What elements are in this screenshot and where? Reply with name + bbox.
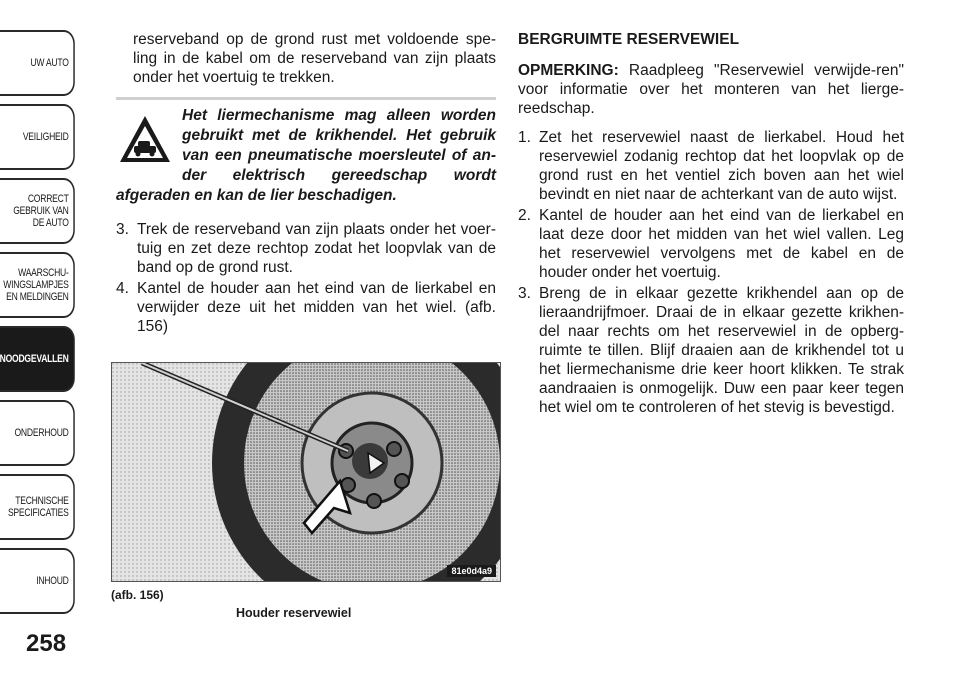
intro-paragraph: reserveband op de grond rust met voldoende spe-ling in de kabel om de reserveband van zijn plaats onder het voertuig te trekken. <box>133 31 496 86</box>
list-item <box>518 206 904 282</box>
step-number: 3. <box>116 221 129 238</box>
tab-label: TECHNISCHE SPECIFICATIES <box>7 495 69 519</box>
figure-code: 81e0d4a9 <box>447 565 496 577</box>
tab-label: UW AUTO <box>30 57 69 69</box>
page-number: 258 <box>26 630 67 657</box>
note-label: OPMERKING: <box>518 62 619 79</box>
right-column <box>518 30 904 419</box>
step-text: Kantel de houder aan het eind van de lierkabel en laat deze door het midden van het wiel vallen. Leg het reservewiel vervolgens met de kabel en de houder onder het voertuig. <box>539 207 904 281</box>
tab-noodgevallen[interactable] <box>0 326 75 392</box>
step-text: Breng de in elkaar gezette krikhendel aan op de lieraandrijfmoer. Draai de in elkaar gezette krikhen-del naar rechts om het reservewiel in de opberg-ruimte te tillen. Blijf draaien aan de krikhendel tot u het liermechanisme drie keer hoort klikken. Te strak aandraaien is onmogelijk. Duw een paar keer tegen het wiel om te controleren of het stevig is bevestigd. <box>539 285 904 416</box>
spare-wheel-illustration <box>112 363 500 581</box>
tab-correct-gebruik[interactable] <box>0 178 75 244</box>
figure-caption: Houder reservewiel <box>236 606 352 620</box>
note-text: Raadpleeg "Reservewiel verwijde-ren" voor informatie over het monteren van het lierge-reedschap. <box>518 62 904 117</box>
tab-label: ONDERHOUD <box>14 427 69 439</box>
tab-label: NOODGEVALLEN <box>0 353 69 365</box>
list-item <box>518 284 904 417</box>
list-item <box>116 220 496 277</box>
left-steps <box>116 220 496 336</box>
tab-technische-specificaties[interactable] <box>0 474 75 540</box>
note-paragraph <box>518 61 904 118</box>
tab-inhoud[interactable] <box>0 548 75 614</box>
tab-veiligheid[interactable] <box>0 104 75 170</box>
step-text: Kantel de houder aan het eind van de lierkabel en verwijder deze uit het midden van het wiel. (afb. 156) <box>137 280 496 335</box>
warning-box <box>116 97 496 206</box>
left-column <box>116 30 496 338</box>
step-text: Trek de reserveband van zijn plaats onder het voer-tuig en zet deze rechtop zodat het loopvlak van de band op de grond rust. <box>137 221 496 276</box>
tab-waarschuwingslampjes[interactable] <box>0 252 75 318</box>
right-steps <box>518 128 904 417</box>
warning-text: Het liermechanisme mag alleen worden gebruikt met de krikhendel. Het gebruik van een pneumatische moersleutel of an-der elektrisch gereedschap wordt afgeraden en kan de lier beschadigen. <box>116 107 496 204</box>
step-number: 2. <box>518 207 531 224</box>
figure-reference: (afb. 156) <box>111 588 164 602</box>
tab-label: VEILIGHEID <box>22 131 69 143</box>
section-heading: BERGRUIMTE RESERVEWIEL <box>518 31 740 48</box>
step-text: Zet het reservewiel naast de lierkabel. Houd het reservewiel zodanig rechtop dat het loopvlak op de grond rust en het ventiel zich boven aan het wiel bevindt en niet naar de achterkant van de auto wijst. <box>539 129 904 203</box>
tab-label: WAARSCHU-WINGSLAMPJES EN MELDINGEN <box>3 267 69 303</box>
step-number: 3. <box>518 285 531 302</box>
step-number: 4. <box>116 280 129 297</box>
tab-onderhoud[interactable] <box>0 400 75 466</box>
tab-label: INHOUD <box>36 575 69 587</box>
list-item <box>116 279 496 336</box>
tab-label: CORRECT GEBRUIK VAN DE AUTO <box>13 193 69 229</box>
figure-spare-wheel-holder <box>111 362 501 582</box>
step-number: 1. <box>518 129 531 146</box>
warning-triangle-icon <box>116 110 174 168</box>
tab-uw-auto[interactable] <box>0 30 75 96</box>
list-item <box>518 128 904 204</box>
